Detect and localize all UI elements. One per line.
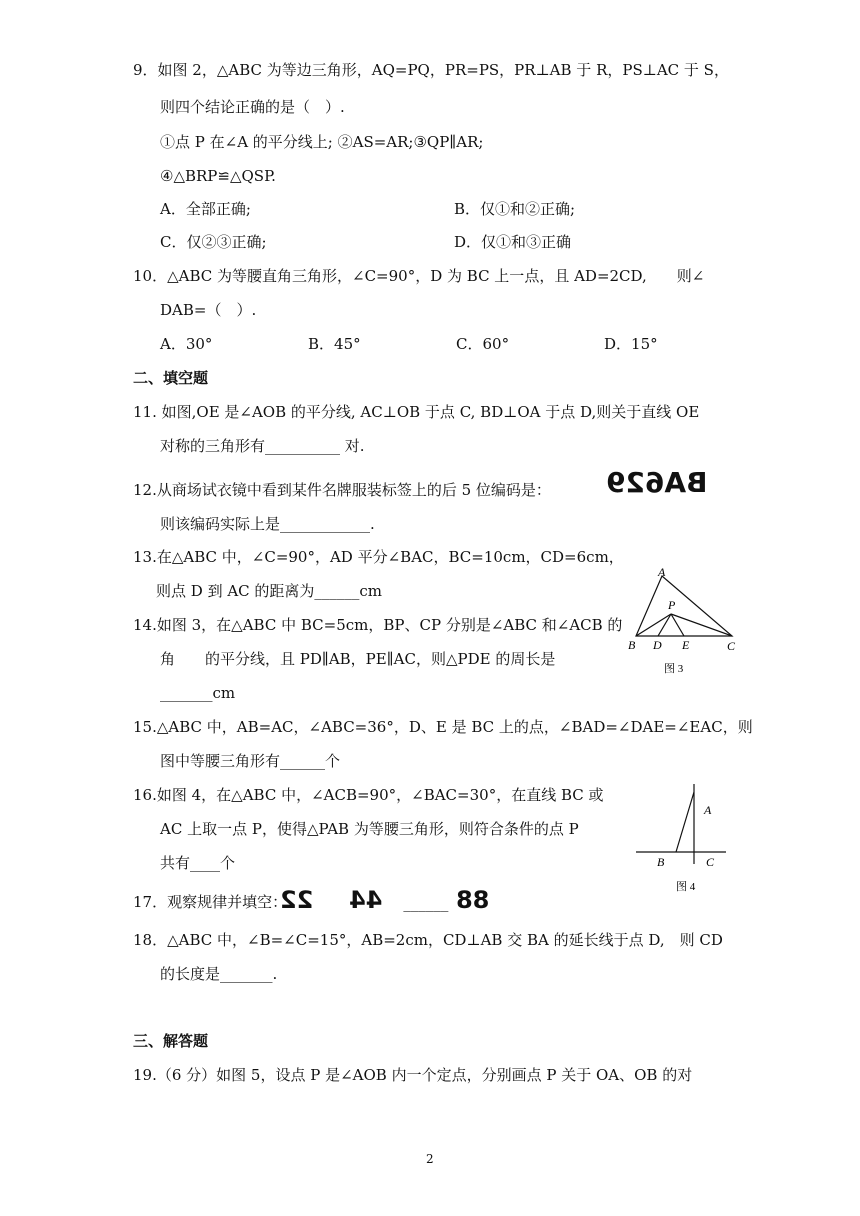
q17-text: 17．观察规律并填空： [133,893,288,911]
mirror-code-image: BA629 [606,466,708,499]
fig3-label-c: C [727,639,736,653]
q12-mirror-code [606,466,707,500]
q9-line2: 则四个结论正确的是（ ）. [160,98,345,116]
q14-line3: _______cm [160,684,236,702]
q15-line1: 15.△ABC 中，AB=AC，∠ABC=36°，D、E 是 BC 上的点，∠BAD=∠DAE=∠EAC，则 [133,718,753,736]
q9-line4: ④△BRP≌△QSP. [160,167,276,185]
q11-line2: 对称的三角形有__________ 对. [160,437,365,455]
figure-4-right-triangle [630,780,730,896]
q14-line2: 角 的平分线，且 PD∥AB，PE∥AC，则△PDE 的周长是 [160,650,556,668]
q13-line1: 13.在△ABC 中，∠C=90°，AD 平分∠BAC，BC=10cm，CD=6cm， [133,548,624,566]
fig3-label-d: D [653,638,662,652]
fig4-label-c: C [706,855,715,869]
q19-line1: 19.（6 分）如图 5，设点 P 是∠AOB 内一个定点，分别画点 P 关于 OA、OB 的对 [133,1066,693,1084]
fig3-label-p: P [668,598,676,612]
fig4-label-a: A [704,803,712,817]
q18-line1: 18．△ABC 中，∠B=∠C=15°，AB=2cm，CD⊥AB 交 BA 的延长线于点 D, 则 CD [133,931,723,949]
fig3-label-a: A [658,566,666,579]
q9-line3: ①点 P 在∠A 的平分线上; ②AS=AR;③QP∥AR; [160,133,484,151]
q18-line2: 的长度是_______. [160,965,278,983]
q17-seq-3: 88 [456,886,490,914]
section-2-heading: 二、填空题 [133,369,209,387]
q13-line2: 则点 D 到 AC 的距离为______cm [156,582,383,600]
q10-line2: DAB=（ ）. [160,301,257,319]
q9-option-a: A．全部正确; [160,200,251,218]
figure-3-triangle [624,566,744,680]
fig3-label-b: B [628,638,636,652]
q16-line2: AC 上取一点 P，使得△PAB 为等腰三角形，则符合条件的点 P [160,820,579,838]
section-3-heading: 三、解答题 [133,1032,209,1050]
q11-line1: 11. 如图,OE 是∠AOB 的平分线, AC⊥OB 于点 C, BD⊥OA 于点 D,则关于直线 OE [133,403,700,421]
q10-option-c: C．60° [456,335,510,353]
q10-option-b: B．45° [308,335,361,353]
q12-line1: 12.从商场试衣镜中看到某件名牌服装标签上的后 5 位编码是： [133,481,551,499]
q9-option-b: B．仅①和②正确; [454,200,576,218]
q16-line3: 共有____个 [160,854,236,872]
q17-seq-1: 22 [280,886,314,914]
fig4-caption: 图 4 [676,881,696,893]
q14-line1: 14.如图 3，在△ABC 中 BC=5cm，BP、CP 分别是∠ABC 和∠ACB 的 [133,616,623,634]
q10-option-a: A．30° [160,335,213,353]
fig4-label-b: B [657,855,665,869]
q10-line1: 10．△ABC 为等腰直角三角形，∠C=90°，D 为 BC 上一点，且 AD=2CD, 则∠ [133,267,705,285]
q10-option-d: D．15° [604,335,658,353]
fig3-caption: 图 3 [664,663,684,675]
q17-seq-2: 44 [348,886,383,914]
fig3-label-e: E [682,638,690,652]
q15-line2: 图中等腰三角形有______个 [160,752,341,770]
q9-option-d: D．仅①和③正确 [454,233,572,251]
q9-line1: 9．如图 2，△ABC 为等边三角形，AQ=PQ，PR=PS，PR⊥AB 于 R，PS⊥AC 于 S， [133,61,729,79]
q17-sequence [280,884,489,919]
q9-option-c: C．仅②③正确; [160,233,267,251]
q16-line1: 16.如图 4，在△ABC 中，∠ACB=90°，∠BAC=30°，在直线 BC 或 [133,786,604,804]
q12-line2: 则该编码实际上是____________. [160,515,375,533]
page-number: 2 [426,1152,434,1166]
q17-blank: ______ [403,894,449,912]
